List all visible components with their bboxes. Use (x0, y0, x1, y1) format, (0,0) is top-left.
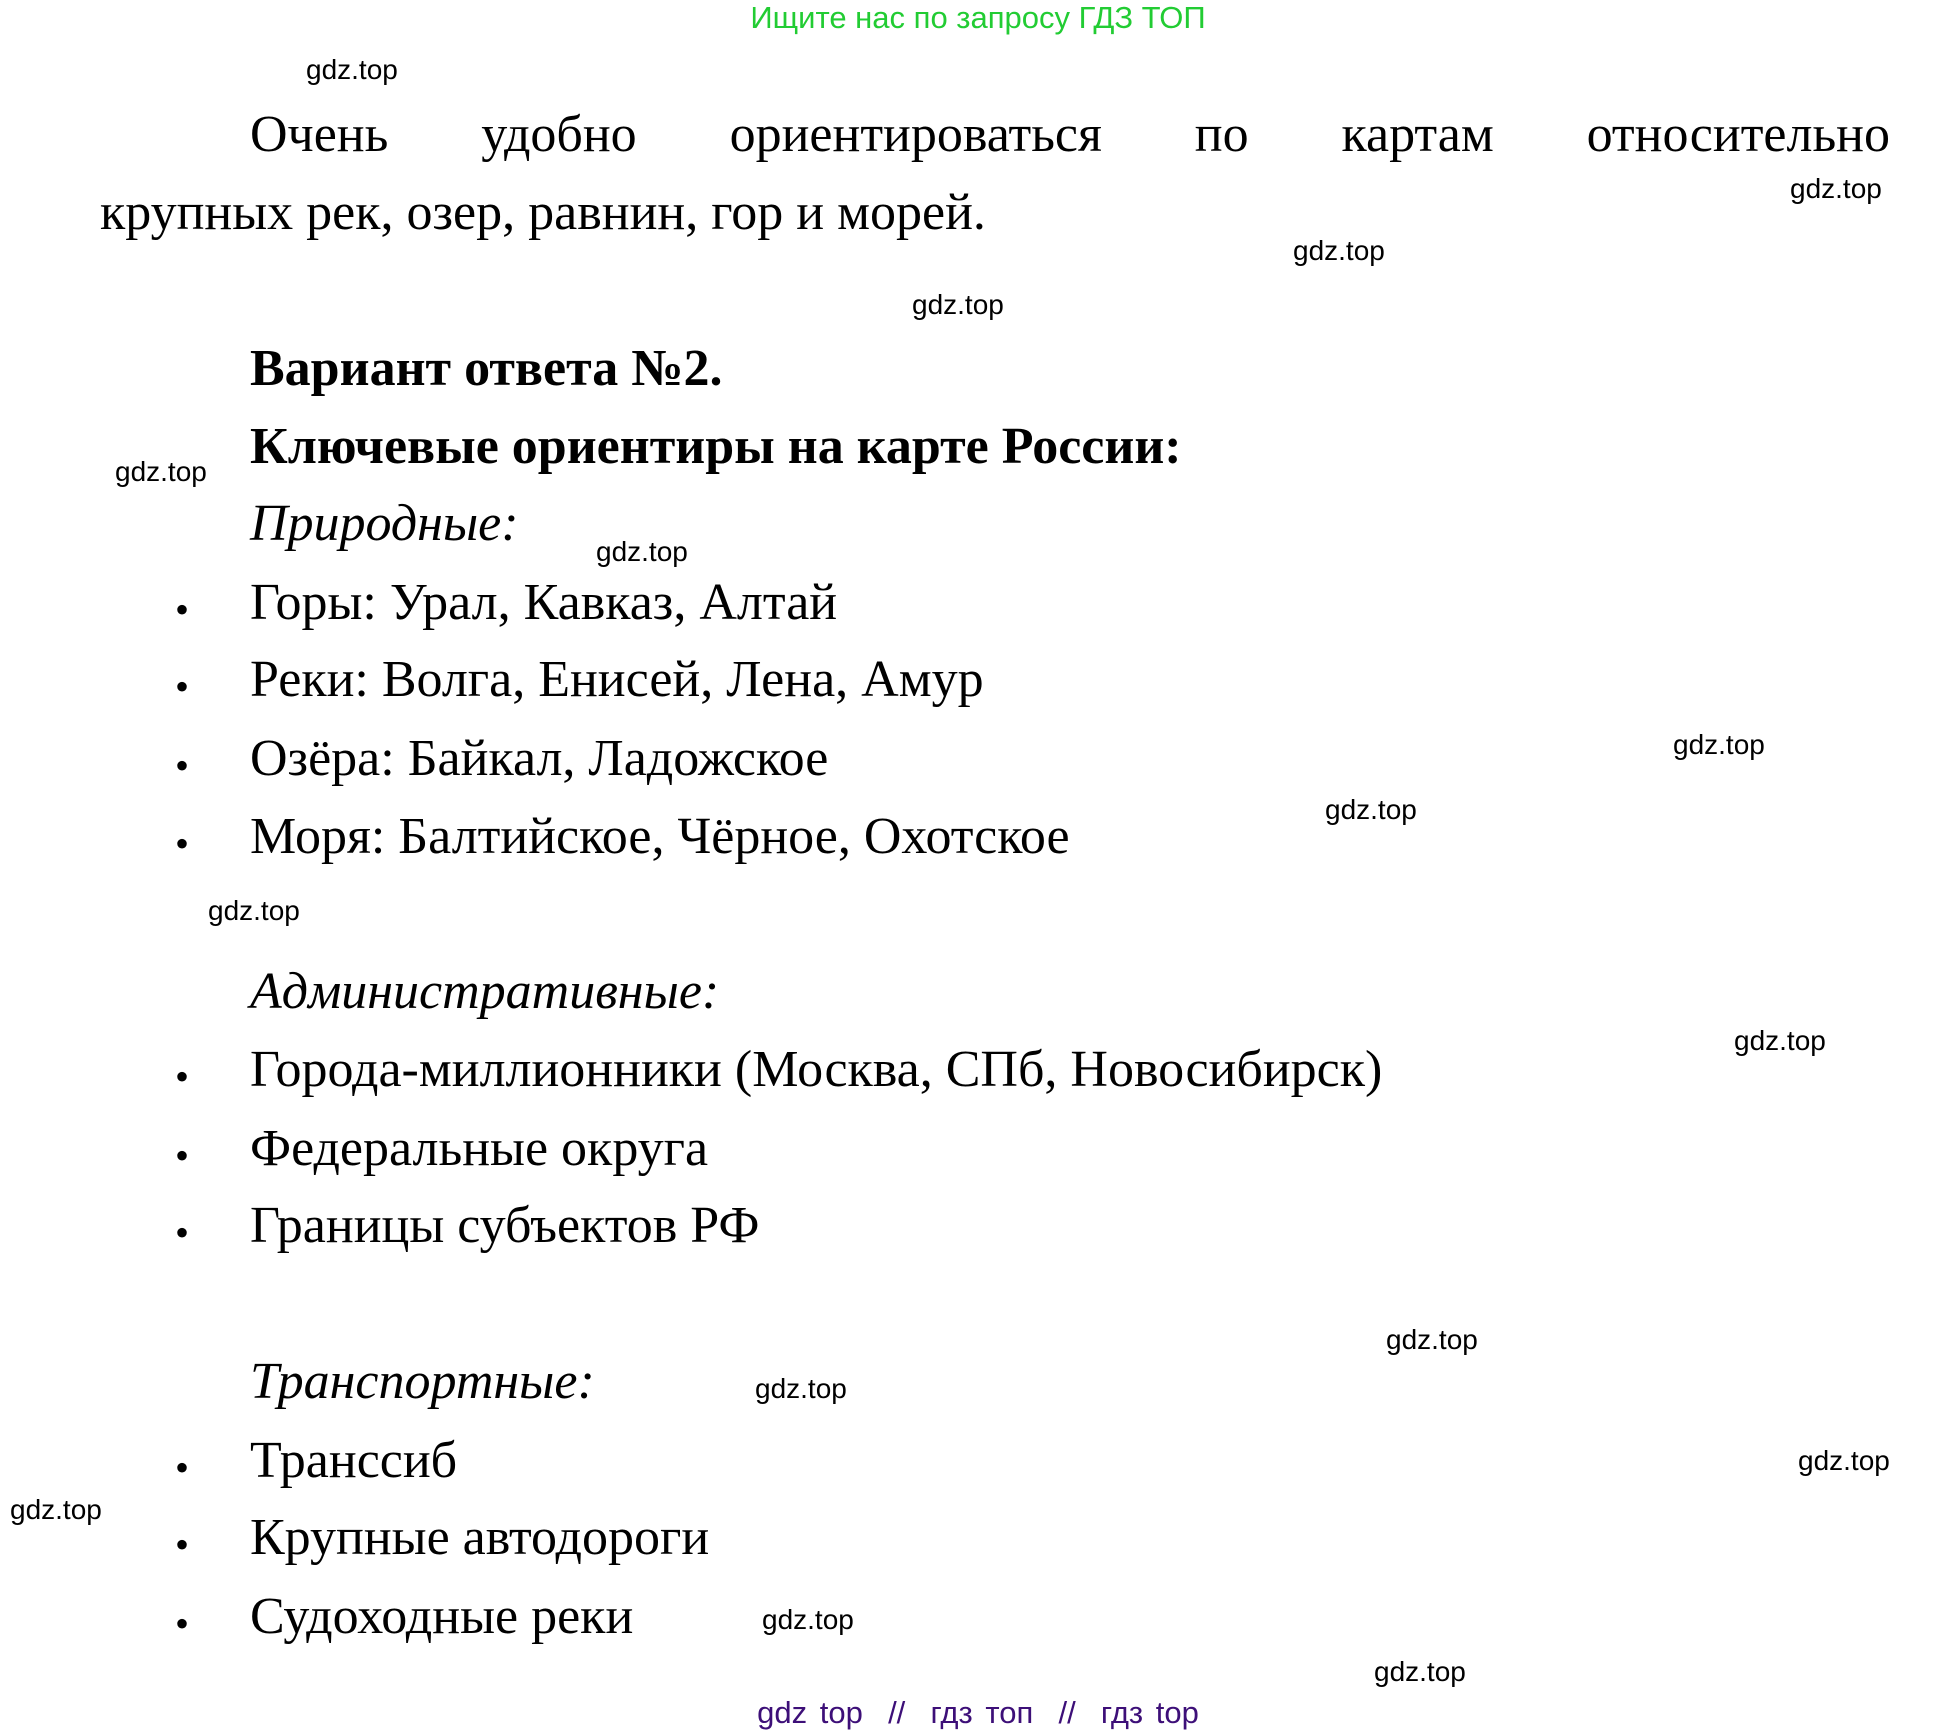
footer-links: gdz top // гдз топ // гдз top (757, 1695, 1199, 1730)
group-label-natural: Природные: (250, 495, 519, 552)
watermark: gdz.top (115, 456, 207, 487)
watermark: gdz.top (762, 1604, 854, 1635)
bullet-icon: • (175, 1054, 190, 1099)
watermark: gdz.top (1734, 1025, 1826, 1056)
watermark: gdz.top (1790, 173, 1882, 204)
list-item: Озёра: Байкал, Ладожское (250, 730, 829, 787)
list-item: Границы субъектов РФ (250, 1197, 760, 1254)
bullet-icon: • (175, 1210, 190, 1255)
bullet-icon: • (175, 821, 190, 866)
answer-title: Вариант ответа №2. (250, 340, 723, 397)
watermark: gdz.top (1798, 1445, 1890, 1476)
watermark: gdz.top (755, 1373, 847, 1404)
bullet-icon: • (175, 587, 190, 632)
group-label-administrative: Административные: (250, 963, 720, 1020)
list-item: Горы: Урал, Кавказ, Алтай (250, 574, 838, 631)
group-label-transport: Транспортные: (250, 1353, 595, 1410)
watermark: gdz.top (912, 289, 1004, 320)
list-item: Крупные автодороги (250, 1509, 710, 1566)
watermark: gdz.top (596, 536, 688, 567)
bullet-icon: • (175, 1445, 190, 1490)
watermark: gdz.top (1386, 1324, 1478, 1355)
search-banner: Ищите нас по запросу ГДЗ ТОП (750, 0, 1206, 35)
list-item: Транссиб (250, 1432, 458, 1489)
watermark: gdz.top (1374, 1656, 1466, 1687)
section-title: Ключевые ориентиры на карте России: (250, 418, 1182, 475)
list-item: Моря: Балтийское, Чёрное, Охотское (250, 808, 1070, 865)
watermark: gdz.top (1673, 729, 1765, 760)
watermark: gdz.top (208, 895, 300, 926)
list-item: Судоходные реки (250, 1588, 634, 1645)
watermark: gdz.top (1293, 235, 1385, 266)
bullet-icon: • (175, 1522, 190, 1567)
watermark: gdz.top (1325, 794, 1417, 825)
intro-line-2: крупных рек, озер, равнин, гор и морей. (100, 184, 986, 241)
list-item: Реки: Волга, Енисей, Лена, Амур (250, 651, 984, 708)
bullet-icon: • (175, 664, 190, 709)
intro-line-1: Очень удобно ориентироваться по картам относительно (250, 106, 1890, 163)
watermark: gdz.top (306, 54, 398, 85)
list-item: Федеральные округа (250, 1120, 709, 1177)
bullet-icon: • (175, 743, 190, 788)
list-item: Города-миллионники (Москва, СПб, Новосибирск) (250, 1041, 1383, 1098)
bullet-icon: • (175, 1601, 190, 1646)
bullet-icon: • (175, 1133, 190, 1178)
watermark: gdz.top (10, 1494, 102, 1525)
